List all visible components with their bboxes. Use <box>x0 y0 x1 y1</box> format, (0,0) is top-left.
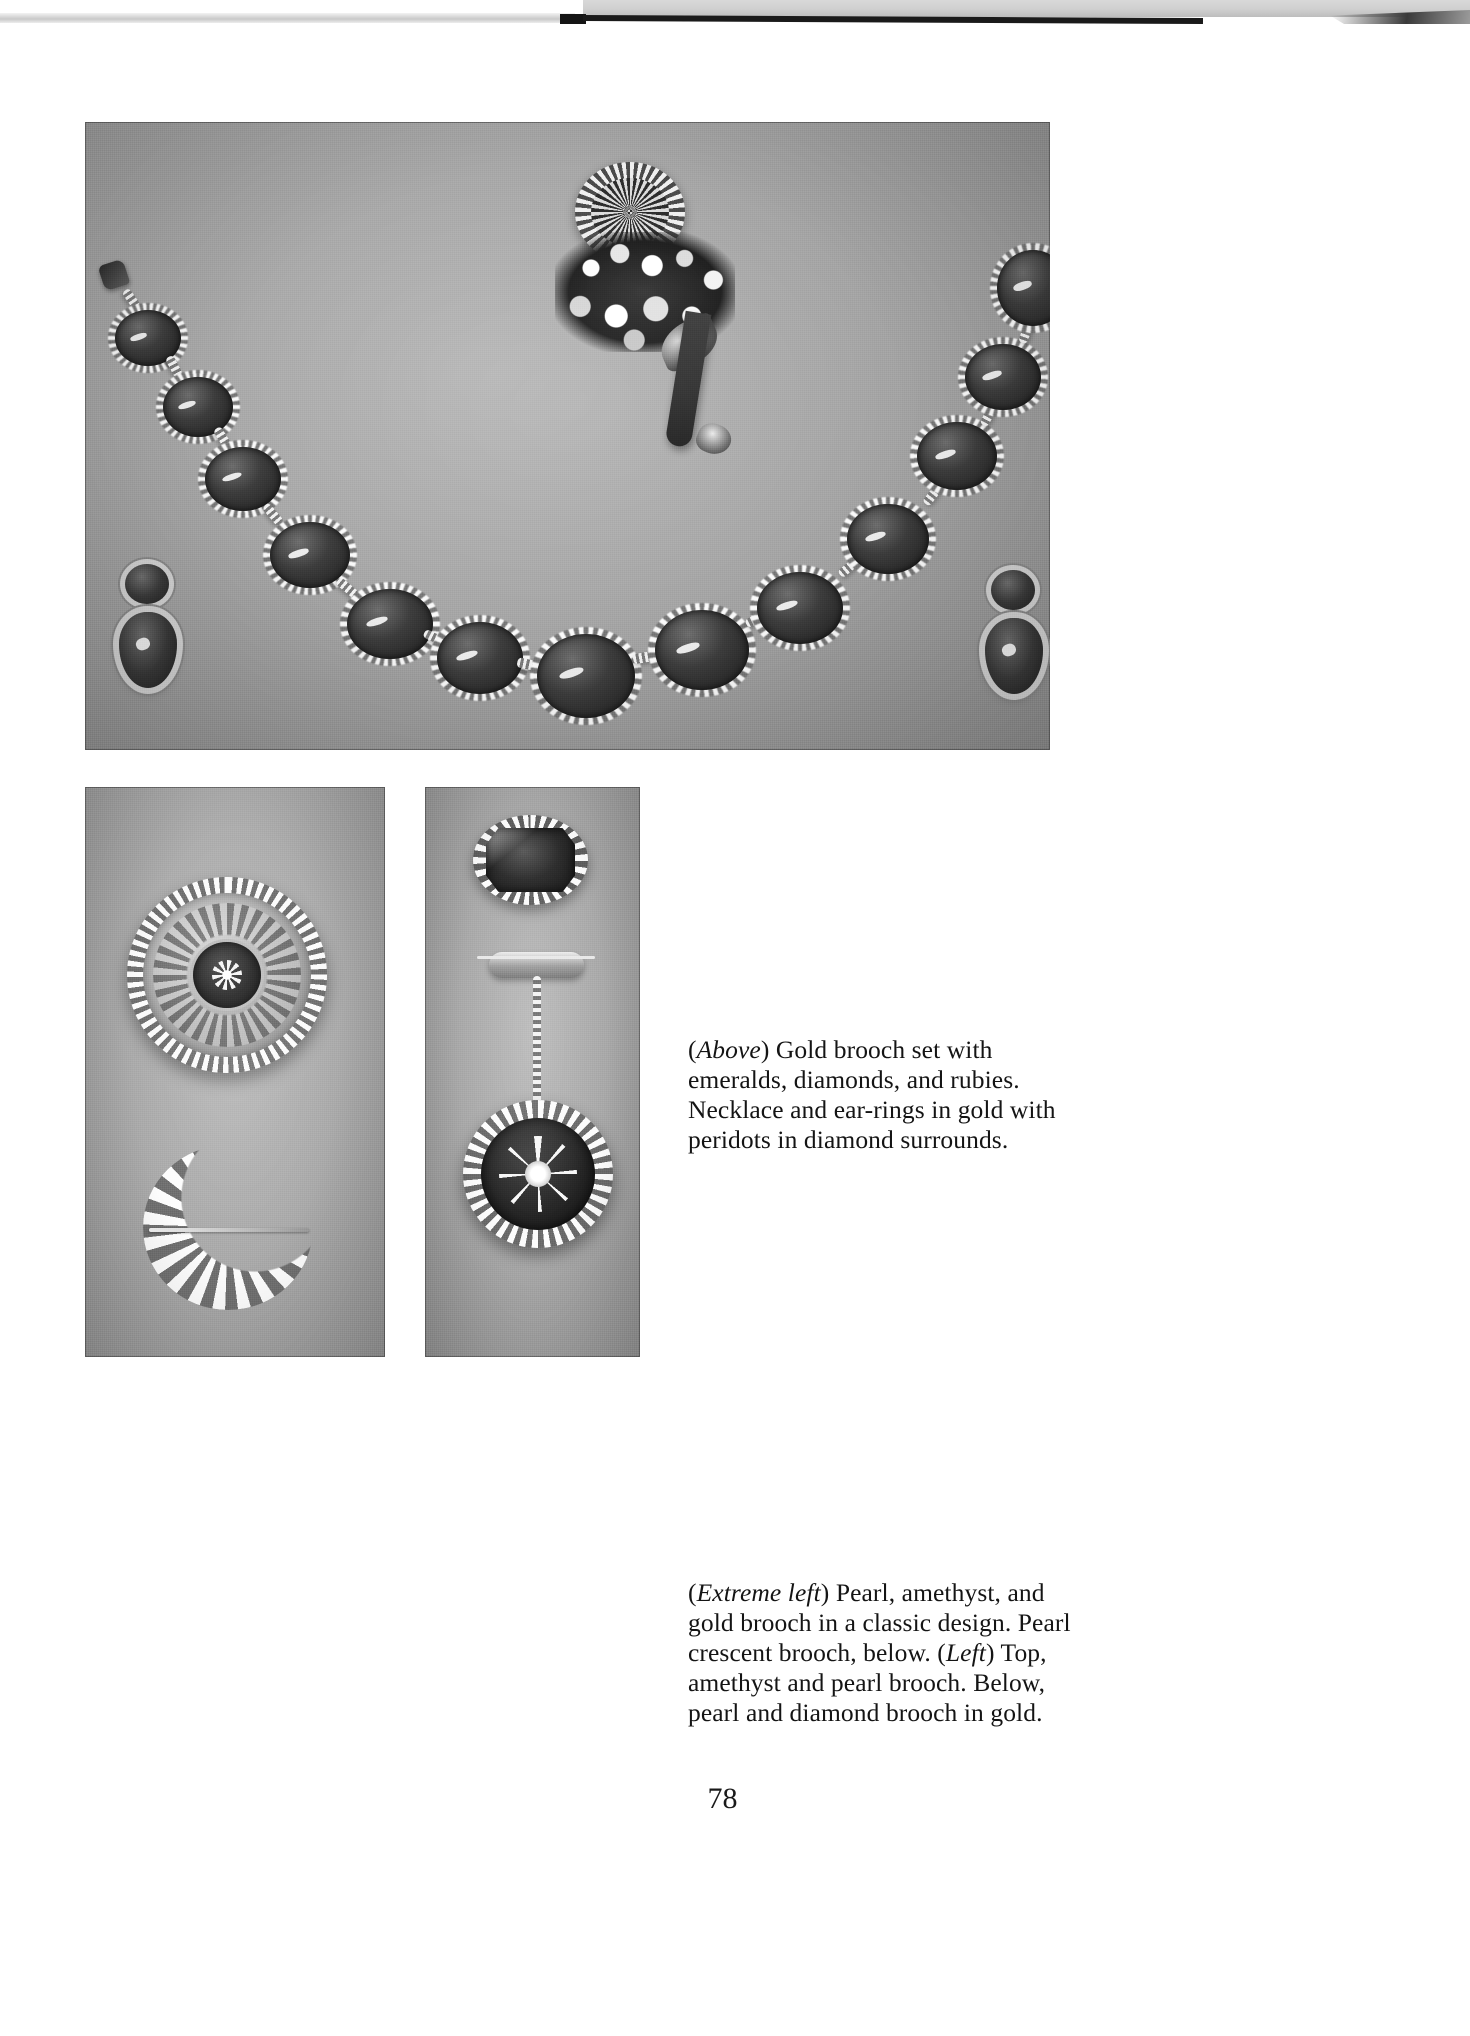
scan-strip-left <box>0 13 575 23</box>
photo-grain <box>85 787 385 1357</box>
pearl-amethyst-brooch-photo <box>85 787 385 1357</box>
caption-left-lead-2: Left <box>945 1638 986 1667</box>
scan-strip-dark-line <box>583 15 1203 24</box>
caption-left-body-1: Pearl, amethyst, and gold brooch in a classic design. Pearl crescent brooch, below. <box>688 1578 1071 1667</box>
caption-left-lead-1: Extreme left <box>696 1578 821 1607</box>
caption-left-body-2: Top, amethyst and pearl brooch. Below, pearl and diamond brooch in gold. <box>688 1638 1047 1727</box>
scan-strip-far <box>950 0 1470 9</box>
necklace-brooch-earrings-photo <box>85 122 1050 750</box>
caption-above: (Above) Gold brooch set with emeralds, diamonds, and rubies. Necklace and ear-rings in gold with peridots in diamond surrounds. <box>688 1035 1056 1154</box>
scanner-edge-artifact <box>0 0 1470 40</box>
caption-above-body: Gold brooch set with emeralds, diamonds, and rubies. Necklace and ear-rings in gold with peridots in diamond surrounds. <box>688 1035 1056 1154</box>
scan-strip-joint <box>560 14 586 24</box>
page-number-value: 78 <box>707 1782 738 1815</box>
caption-left: (Extreme left) Pearl, amethyst, and gold brooch in a classic design. Pearl crescent brooch, below. (Left) Top, amethyst and pearl brooch. Below, pearl and diamond brooch in gold. <box>688 1578 1071 1727</box>
scan-strip-corner <box>1330 10 1470 24</box>
photo-grain <box>85 122 1050 750</box>
scan-strip-upper <box>583 0 1470 17</box>
amethyst-pearl-brooch-photo <box>425 787 640 1357</box>
page-number <box>0 1782 1470 1816</box>
photo-grain <box>425 787 640 1357</box>
caption-above-lead: Above <box>696 1035 761 1064</box>
